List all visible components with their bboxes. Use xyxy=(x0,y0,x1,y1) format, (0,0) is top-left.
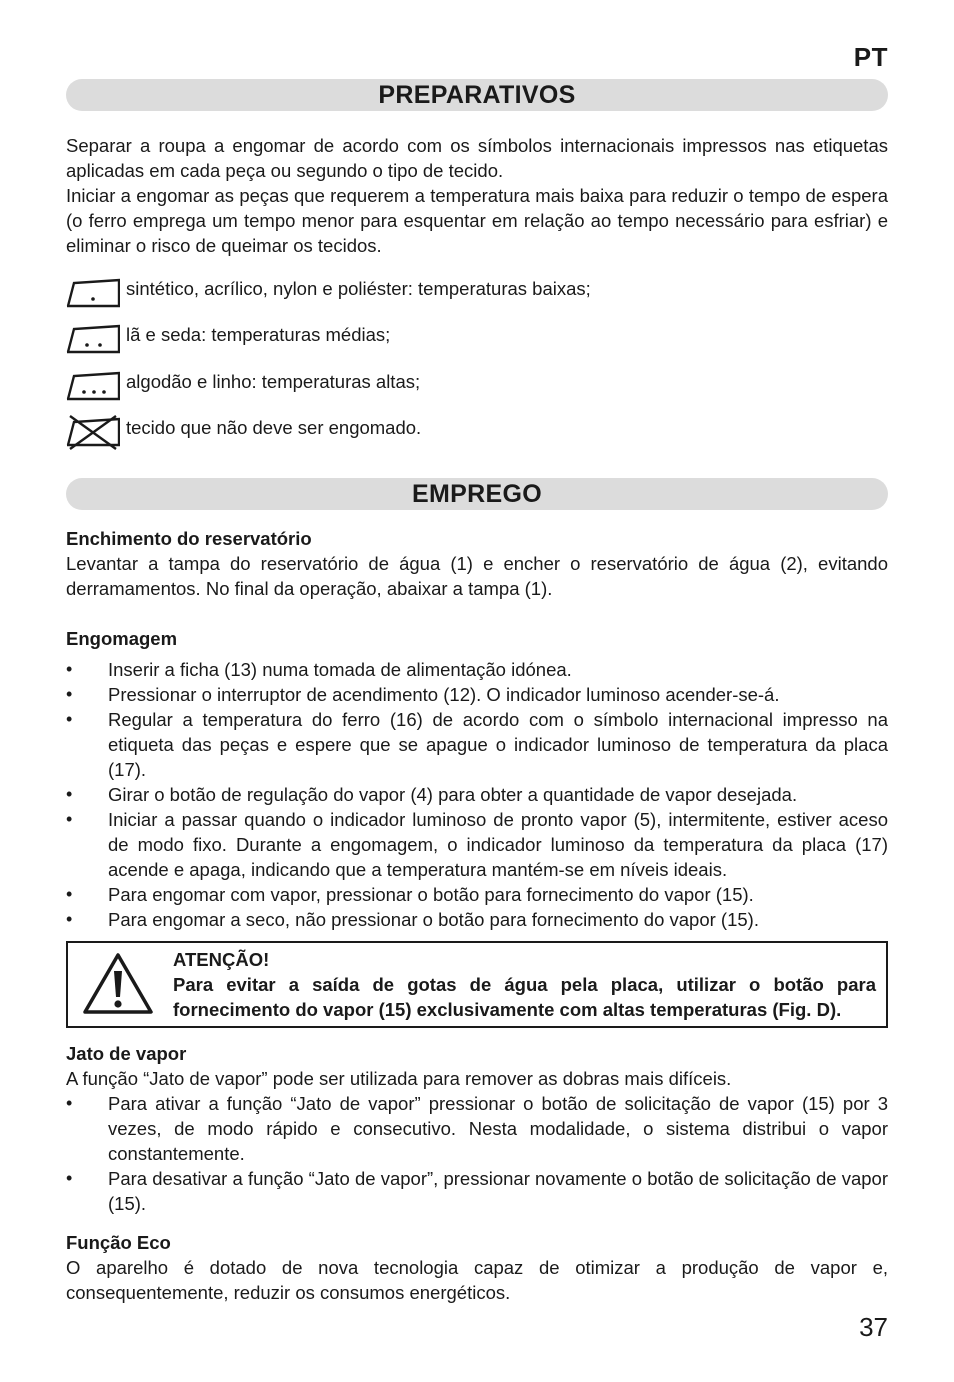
iron-two-dots-icon xyxy=(66,318,120,358)
jato-section xyxy=(66,1041,888,1216)
page-number: 37 xyxy=(859,1312,888,1342)
subsection-heading: Enchimento do reservatório xyxy=(66,528,312,549)
section-header-preparativos xyxy=(66,79,888,111)
paragraph: Levantar a tampa do reservatório de água (1) e encher o reservatório de água (2), evitando derramamentos. No final da operação, abaixar a tampa (1). xyxy=(66,553,888,599)
engomagem-section xyxy=(66,626,888,932)
warning-text xyxy=(173,947,876,1022)
enchimento-section xyxy=(66,526,888,601)
subsection-heading: Engomagem xyxy=(66,628,178,649)
symbol-row-no-iron xyxy=(66,411,421,451)
symbol-row-high xyxy=(66,365,420,405)
list-item: • Inserir a ficha (13) numa tomada de alimentação idónea. xyxy=(66,657,888,682)
symbol-label: sintético, acrílico, nylon e poliéster: temperaturas baixas; xyxy=(126,277,591,299)
list-item: • Regular a temperatura do ferro (16) de acordo com o símbolo internacional impresso na etiqueta das peças e espere que se apague o indicador luminoso de temperatura da placa (17). xyxy=(66,707,888,782)
list-item: • Para ativar a função “Jato de vapor” pressionar o botão de solicitação de vapor (15) por 3 vezes, de modo rápido e consecutivo. Nesta modalidade, o sistema distribui o vapor constantemente. xyxy=(66,1091,888,1166)
paragraph: A função “Jato de vapor” pode ser utilizada para remover as dobras mais difíceis. xyxy=(66,1068,732,1089)
symbol-label: algodão e linho: temperaturas altas; xyxy=(126,370,421,392)
paragraph: O aparelho é dotado de nova tecnologia capaz de otimizar a produção de vapor e, consequentemente, reduzir os consumos energéticos. xyxy=(66,1257,888,1303)
jato-list xyxy=(66,1091,888,1216)
paragraph: Iniciar a engomar as peças que requerem a temperatura mais baixa para reduzir o tempo de espera (o ferro emprega um tempo menor para esquentar em relação ao tempo necessário para esfriar) e eliminar o risco de queimar os tecidos. xyxy=(66,185,888,256)
list-item: • Para engomar com vapor, pressionar o botão para fornecimento do vapor (15). xyxy=(66,882,888,907)
iron-crossed-icon xyxy=(66,411,120,451)
section-title: EMPREGO xyxy=(412,480,542,508)
list-item: • Iniciar a passar quando o indicador luminoso de pronto vapor (5), intermitente, estiver aceso de modo fixo. Durante a engomagem, o indicador luminoso da temperatura da placa (17) acende e apaga, indicando que a temperatura mantém-se em níveis ideais. xyxy=(66,807,888,882)
warning-title: ATENÇÃO! xyxy=(173,949,270,970)
section-title: PREPARATIVOS xyxy=(378,81,576,109)
iron-three-dots-icon xyxy=(66,365,120,405)
list-item: • Para engomar a seco, não pressionar o botão para fornecimento do vapor (15). xyxy=(66,907,888,932)
list-item: • Girar o botão de regulação do vapor (4) para obter a quantidade de vapor desejada. xyxy=(66,782,888,807)
subsection-heading: Jato de vapor xyxy=(66,1043,187,1064)
eco-section xyxy=(66,1230,888,1305)
warning-box xyxy=(66,941,888,1028)
warning-body: Para evitar a saída de gotas de água pela placa, utilizar o botão para fornecimento do vapor (15) exclusivamente com altas temperaturas (Fig. D). xyxy=(173,974,876,1020)
subsection-heading: Função Eco xyxy=(66,1232,171,1253)
engomagem-list xyxy=(66,657,888,932)
symbol-label: tecido que não deve ser engomado. xyxy=(126,416,422,438)
iron-one-dot-icon xyxy=(66,272,120,312)
list-item: • Para desativar a função “Jato de vapor”, pressionar novamente o botão de solicitação de vapor (15). xyxy=(66,1166,888,1216)
symbol-label: lã e seda: temperaturas médias; xyxy=(126,323,391,345)
language-tag: PT xyxy=(853,42,888,72)
section-header-emprego xyxy=(66,478,888,510)
warning-triangle-icon xyxy=(82,951,154,1015)
symbol-row-low xyxy=(66,272,591,312)
paragraph: Separar a roupa a engomar de acordo com os símbolos internacionais impressos nas etiquetas aplicadas em cada peça ou segundo o tipo de tecido. xyxy=(66,135,888,181)
symbol-row-medium xyxy=(66,318,390,358)
list-item: • Pressionar o interruptor de acendimento (12). O indicador luminoso acender-se-á. xyxy=(66,682,888,707)
preparativos-intro xyxy=(66,133,888,258)
